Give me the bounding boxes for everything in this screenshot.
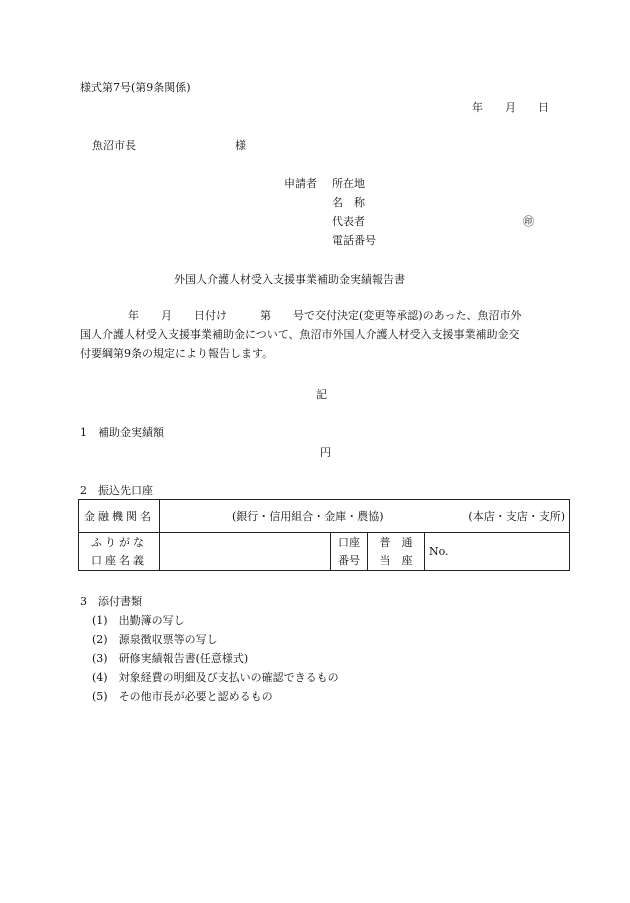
bank-label: 金融機関名 (84, 510, 154, 523)
applicant-address-label: 所在地 (332, 177, 365, 190)
attachment-item: (5) その他市長が必要と認めるもの (92, 690, 273, 703)
body-paragraph (80, 306, 570, 363)
applicant-representative-label: 代表者 (332, 215, 365, 228)
holder-label: 口座名義 (91, 553, 147, 567)
attachment-item: (4) 対象経費の明細及び支払いの確認できるもの (92, 671, 339, 684)
addressee-honorific: 様 (235, 139, 246, 152)
applicant-name-label: 名 称 (332, 196, 365, 209)
account-number-cell[interactable] (425, 533, 570, 571)
holder-value-cell[interactable] (160, 533, 331, 571)
section3-heading: 3 添付書類 (80, 595, 142, 608)
furigana-label: ふりがな (91, 535, 147, 549)
body-line-2: 国人介護人材受入支援事業補助金について、魚沼市外国人介護人材受入支援事業補助金交 (80, 328, 520, 341)
bank-account-table (78, 499, 570, 571)
account-no-label: No. (429, 545, 449, 558)
account-type-ordinary: 普 通 (379, 535, 413, 549)
account-type-cell[interactable] (368, 533, 425, 571)
bank-types: (銀行・信用組合・金庫・農協) (232, 510, 384, 523)
branch-types: (本店・支店・支所) (468, 510, 565, 523)
body-line-1: 年 月 日付け 第 号で交付決定(変更等承認)のあった、魚沼市外 (128, 309, 522, 322)
section2-heading: 2 振込先口座 (80, 484, 153, 497)
applicant-phone-label: 電話番号 (332, 234, 376, 247)
seal-mark: ㊞ (523, 215, 534, 228)
yen-unit: 円 (320, 446, 331, 459)
document-title: 外国人介護人材受入支援事業補助金実績報告書 (174, 273, 405, 286)
ki-heading: 記 (316, 388, 327, 401)
addressee-name: 魚沼市長 (92, 139, 136, 152)
attachment-item: (1) 出勤簿の写し (92, 614, 185, 627)
account-type-current: 当 座 (379, 553, 413, 567)
applicant-label: 申請者 (284, 177, 317, 190)
body-line-3: 付要綱第9条の規定により報告します。 (80, 347, 274, 360)
date-line: 年 月 日 (472, 101, 549, 114)
account-label-2: 番号 (338, 553, 360, 567)
holder-label-cell (79, 533, 160, 571)
attachment-item: (3) 研修実績報告書(任意様式) (92, 652, 249, 665)
bank-label-cell (79, 500, 160, 533)
account-label-1: 口座 (338, 535, 360, 549)
bank-value-cell[interactable] (160, 500, 570, 533)
form-number: 様式第7号(第9条関係) (80, 81, 191, 94)
account-number-label-cell (331, 533, 368, 571)
attachment-item: (2) 源泉徴収票等の写し (92, 633, 218, 646)
section1-heading: 1 補助金実績額 (80, 426, 164, 439)
